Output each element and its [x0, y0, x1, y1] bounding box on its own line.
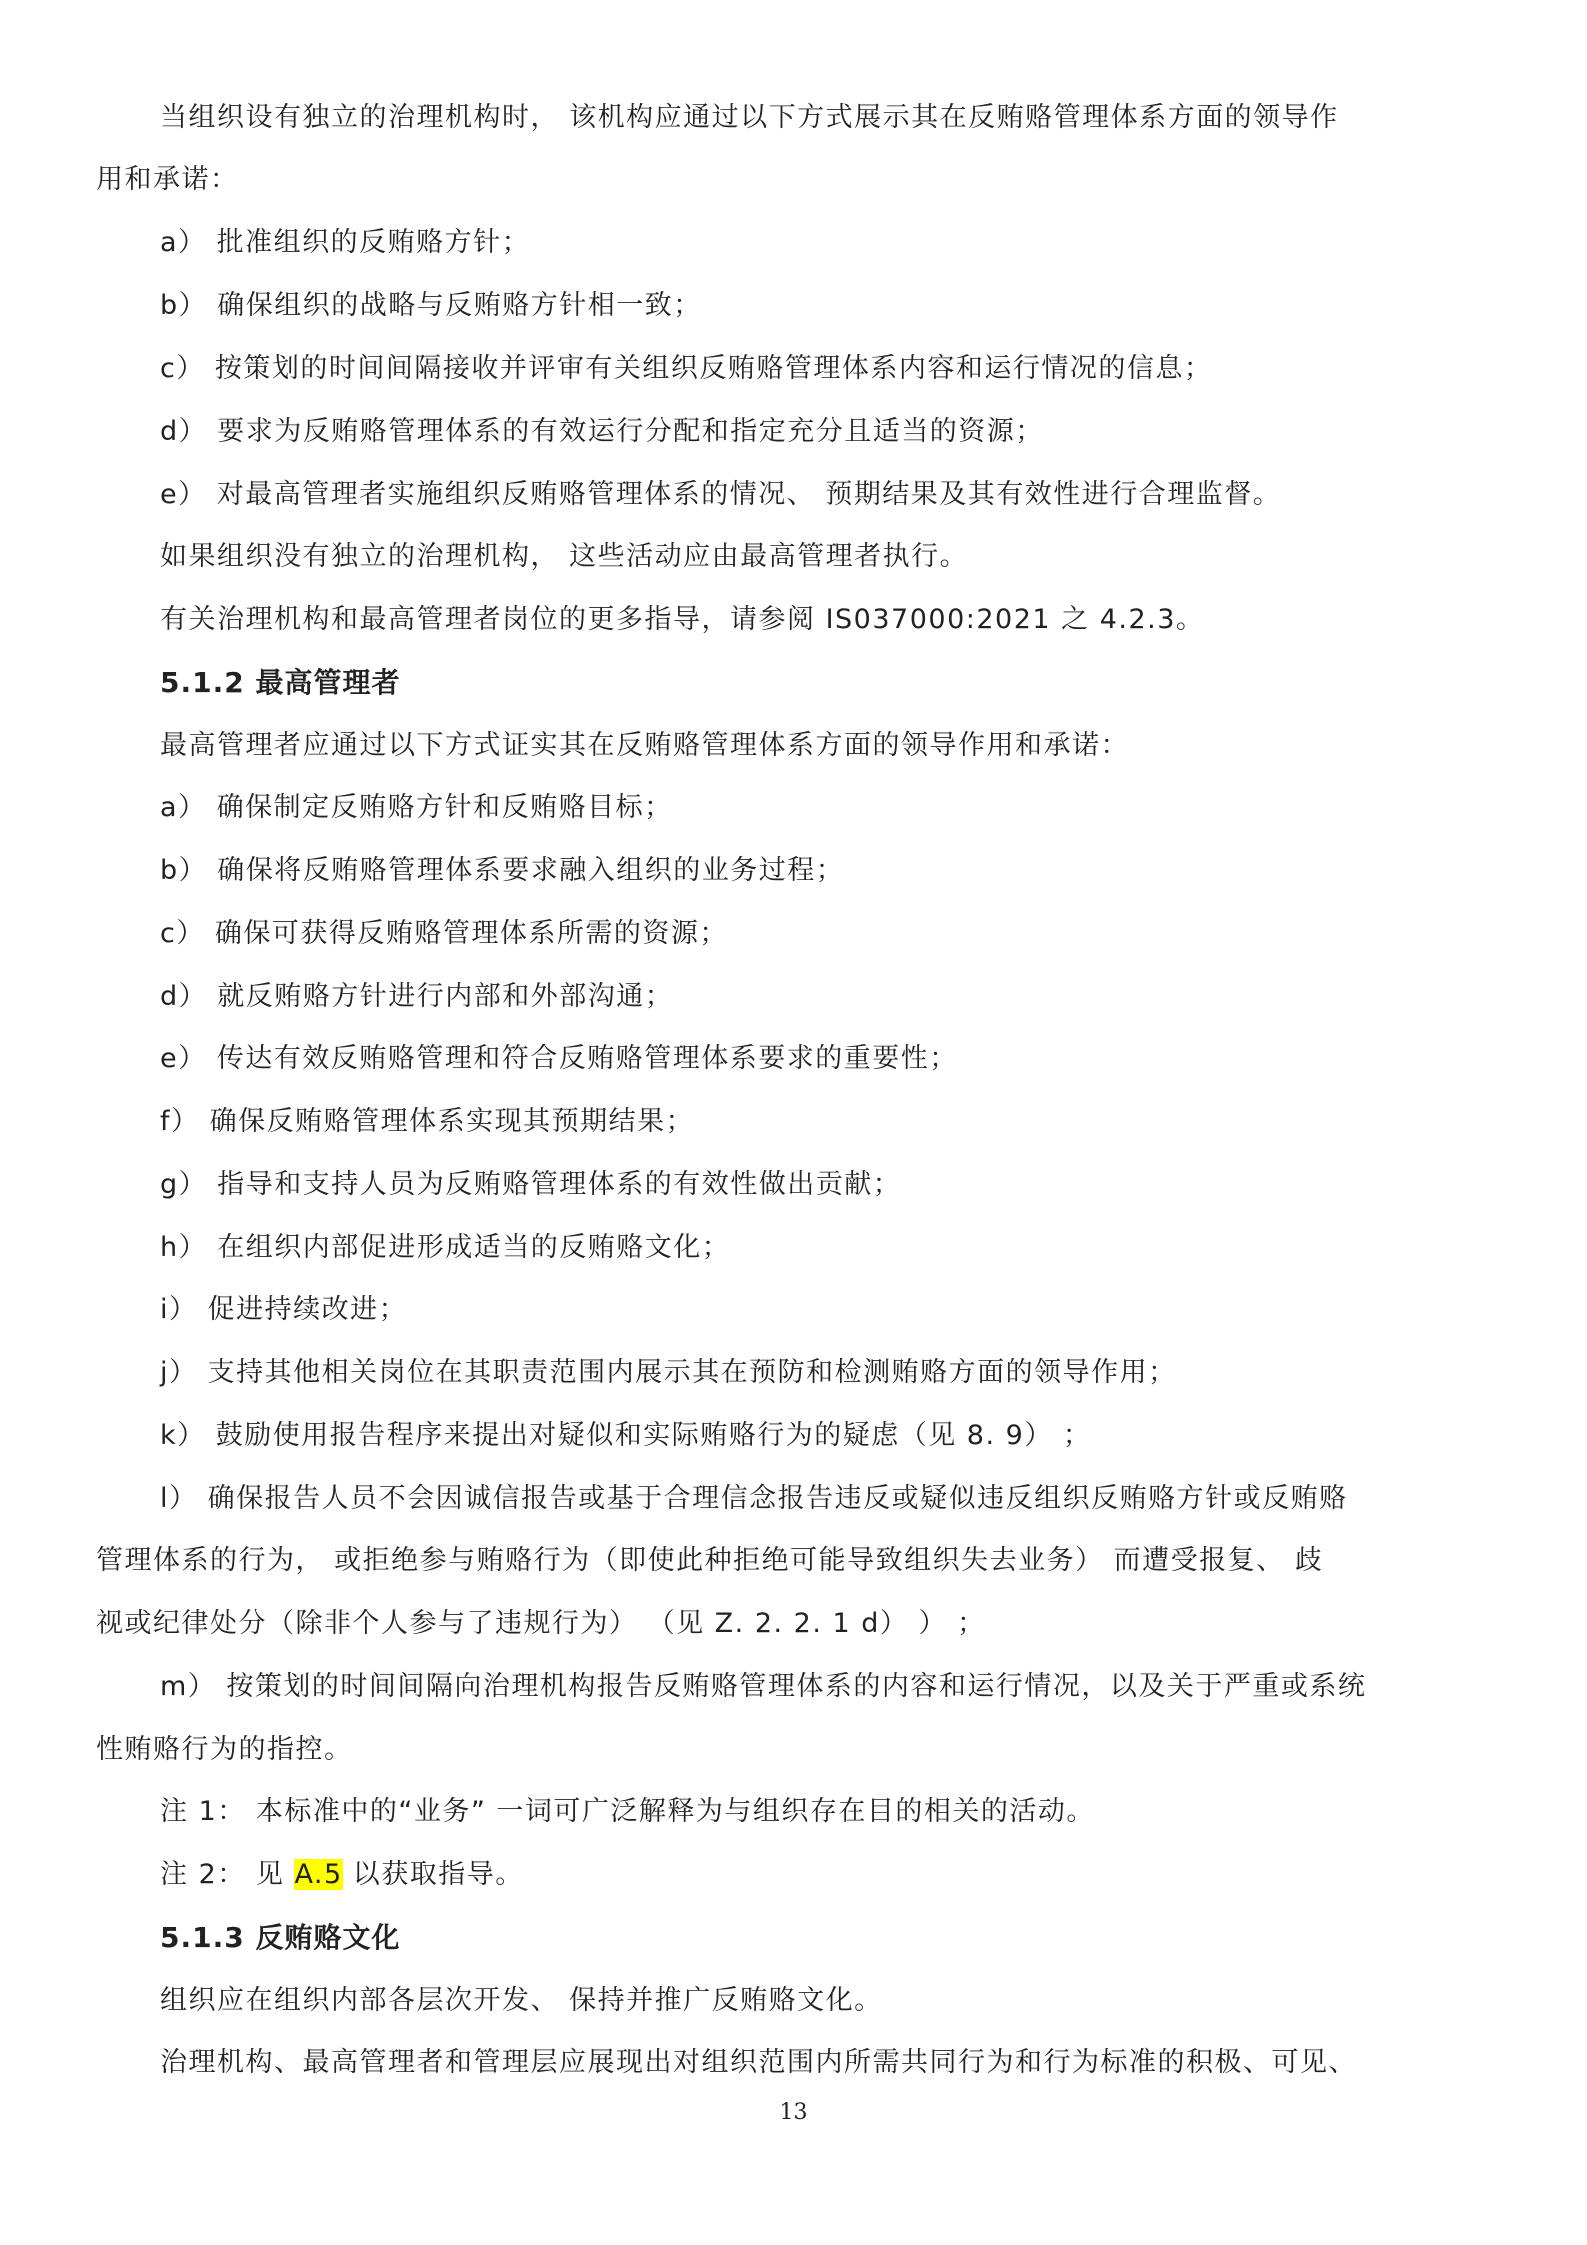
paragraph-governing-body: 当组织设有独立的治理机构时， 该机构应通过以下方式展示其在反贿赂管理体系方面的领导作 [160, 102, 1339, 133]
paragraph-demonstrate: 治理机构、最高管理者和管理层应展现出对组织范围内所需共同行为和行为标准的积极、可见、 [160, 2047, 1357, 2078]
list-item-a-approve-policy: a） 批准组织的反贿赂方针； [160, 227, 531, 258]
list-item-l-no-retaliation: l） 确保报告人员不会因诚信报告或基于合理信念报告违反或疑似违反组织反贿赂方针或反贿赂 [160, 1483, 1348, 1514]
list-item-i-improvement: i） 促进持续改进； [160, 1294, 408, 1325]
list-item-h-culture: h） 在组织内部促进形成适当的反贿赂文化； [160, 1232, 731, 1263]
paragraph-governing-body-cont: 用和承诺： [96, 164, 239, 195]
note-2-highlighted-ref: A.5 [294, 1859, 343, 1890]
list-item-a-policy-objectives: a） 确保制定反贿赂方针和反贿赂目标； [160, 792, 673, 823]
list-item-d-communicate: d） 就反贿赂方针进行内部和外部沟通； [160, 981, 674, 1012]
list-item-c-receive-review: c） 按策划的时间间隔接收并评审有关组织反贿赂管理体系内容和运行情况的信息； [160, 353, 1213, 384]
list-item-m-cont: 性贿赂行为的指控。 [96, 1734, 353, 1765]
list-item-d-resources: d） 要求为反贿赂管理体系的有效运行分配和指定充分且适当的资源； [160, 416, 1044, 447]
paragraph-no-governing-body: 如果组织没有独立的治理机构， 这些活动应由最高管理者执行。 [160, 541, 969, 572]
list-item-e-oversight: e） 对最高管理者实施组织反贿赂管理体系的情况、 预期结果及其有效性进行合理监督。 [160, 479, 1282, 510]
list-item-k-reporting: k） 鼓励使用报告程序来提出对疑似和实际贿赂行为的疑虑（见 8. 9） ； [160, 1420, 1092, 1451]
list-item-f-outcomes: f） 确保反贿赂管理体系实现其预期结果； [160, 1106, 695, 1137]
page-number: 13 [779, 2100, 808, 2125]
list-item-b-strategy-aligned: b） 确保组织的战略与反贿赂方针相一致； [160, 290, 702, 321]
paragraph-culture: 组织应在组织内部各层次开发、 保持并推广反贿赂文化。 [160, 1985, 883, 2016]
note-2-prefix: 注 2： 见 [160, 1859, 295, 1890]
section-heading-5-1-2: 5.1.2 最高管理者 [160, 666, 401, 699]
list-item-b-integrate: b） 确保将反贿赂管理体系要求融入组织的业务过程； [160, 855, 845, 886]
list-item-e-importance: e） 传达有效反贿赂管理和符合反贿赂管理体系要求的重要性； [160, 1043, 958, 1074]
section-heading-5-1-3: 5.1.3 反贿赂文化 [160, 1921, 401, 1954]
list-item-m-report-governing: m） 按策划的时间间隔向治理机构报告反贿赂管理体系的内容和运行情况，以及关于严重或系统 [160, 1671, 1367, 1702]
note-2 [160, 1855, 1500, 1895]
list-item-c-resources: c） 确保可获得反贿赂管理体系所需的资源； [160, 918, 728, 949]
paragraph-guidance-reference: 有关治理机构和最高管理者岗位的更多指导，请参阅 IS037000:2021 之 4.2.3。 [160, 604, 1205, 635]
note-2-suffix: 以获取指导。 [342, 1859, 524, 1890]
note-1: 注 1： 本标准中的“业务” 一词可广泛解释为与组织存在目的相关的活动。 [160, 1796, 1095, 1827]
list-item-l-cont-1: 管理体系的行为， 或拒绝参与贿赂行为（即使此种拒绝可能导致组织失去业务） 而遭受报复、 歧 [96, 1545, 1324, 1576]
list-item-l-cont-2: 视或纪律处分（除非个人参与了违规行为） （见 Z. 2. 2. 1 d） ） ； [96, 1608, 986, 1639]
list-item-g-support-persons: g） 指导和支持人员为反贿赂管理体系的有效性做出贡献； [160, 1169, 902, 1200]
list-item-j-other-roles: j） 支持其他相关岗位在其职责范围内展示其在预防和检测贿赂方面的领导作用； [160, 1357, 1177, 1388]
paragraph-top-management: 最高管理者应通过以下方式证实其在反贿赂管理体系方面的领导作用和承诺： [160, 730, 1129, 761]
